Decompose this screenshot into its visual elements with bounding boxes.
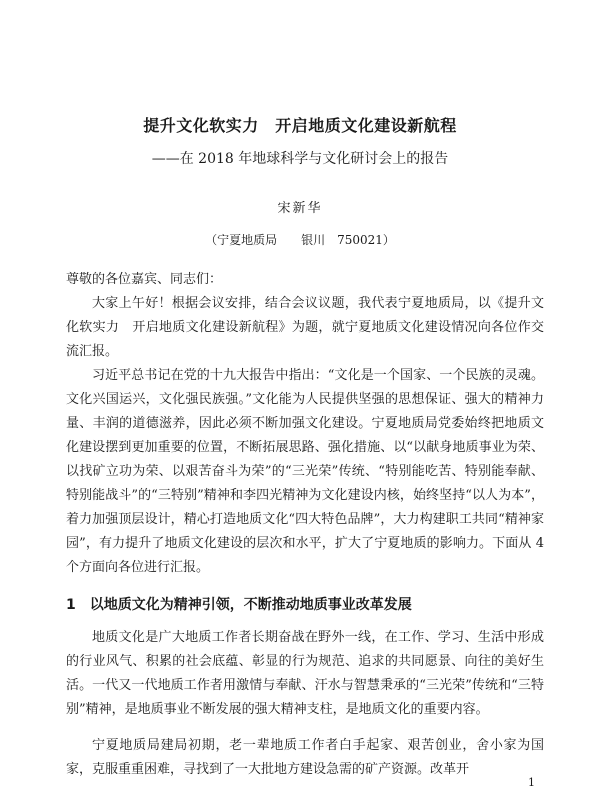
paragraph-intro: 大家上午好！根据会议安排，结合会议议题，我代表宁夏地质局，以《提升文化软实力 开启地质文化建设新航程》为题，就宁夏地质文化建设情况向各位作交流汇报。	[66, 296, 544, 359]
paragraph-section-2: 宁夏地质局建局初期，老一辈地质工作者白手起家、艰苦创业，舍小家为国家，克服重重困难，寻找到了一大批地方建设急需的矿产资源。改革开	[66, 738, 544, 777]
author-affiliation: （宁夏地质局 银川 750021）	[205, 233, 395, 247]
document-subtitle: ——在 2018 年地球科学与文化研讨会上的报告	[151, 151, 449, 167]
salutation: 尊敬的各位嘉宾、同志们：	[66, 272, 223, 287]
author-name: 宋新华	[277, 201, 323, 216]
section-heading-1: 1 以地质文化为精神引领，不断推动地质事业改革发展	[66, 597, 412, 613]
paragraph-background: 习近平总书记在党的十九大报告中指出：“文化是一个国家、一个民族的灵魂。文化兴国运兴，文化强民族强。”文化能为人民提供坚强的思想保证、强大的精神力量、丰润的道德滋养，因此必须不断加强文化建设。宁夏地质局党委始终把地质文化建设摆到更加重要的位置，不断拓展思路、强化措施、以“以献身地质事业为荣、以找矿立功为荣、以艰苦奋斗为荣”的“三光荣”传统、“特别能吃苦、特别能奉献、特别能战斗”的“三特别”精神和李四光精神为文化建设内核，始终坚持“以人为本”，着力加强顶层设计，精心打造地质文化“四大特色品牌”，大力构建职工共同“精神家园”，有力提升了地质文化建设的层次和水平，扩大了宁夏地质的影响力。下面从 4 个方面向各位进行汇报。	[66, 368, 544, 575]
paragraph-section-1: 地质文化是广大地质工作者长期奋战在野外一线，在工作、学习、生活中形成的行业风气、积累的社会底蕴、彰显的行为规范、追求的共同愿景、向往的美好生活。一代又一代地质工作者用激情与奉献、汗水与智慧秉承的“三光荣”传统和“三特别”精神，是地质事业不断发展的强大精神支柱，是地质文化的重要内容。	[66, 630, 544, 717]
page-number: 1	[528, 776, 535, 789]
document-title: 提升文化软实力 开启地质文化建设新航程	[143, 116, 457, 135]
